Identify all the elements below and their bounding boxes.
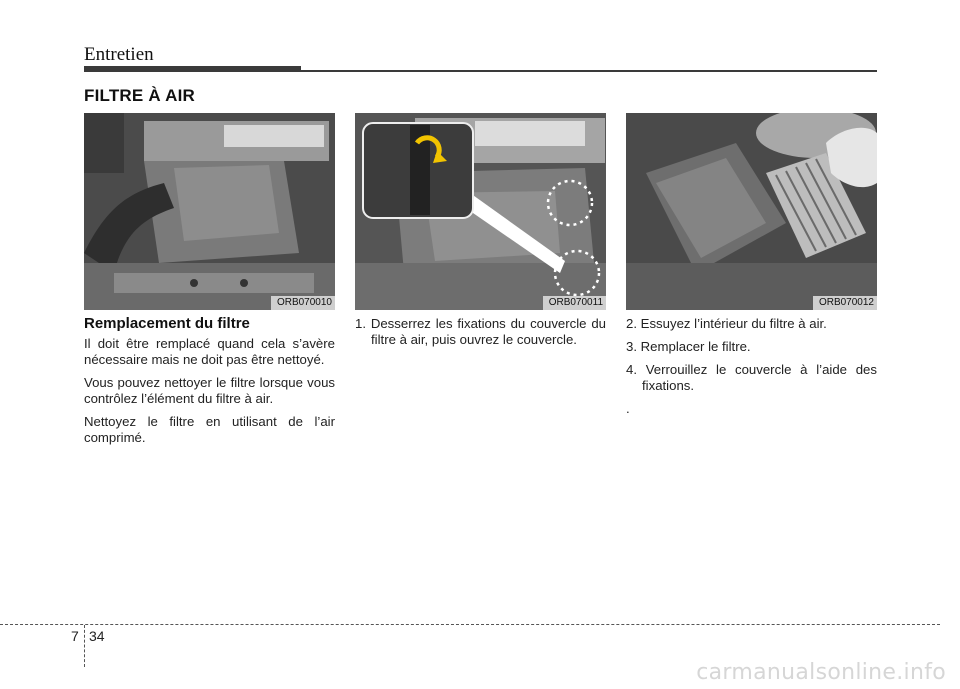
figure-loosen-clips (355, 113, 606, 310)
figure-remove-filter (626, 113, 877, 310)
step-item: 1. Desserrez les fixations du couvercle du filtre à air, puis ouvrez le couvercle. (355, 316, 606, 347)
engine-bay-photo-2 (355, 113, 606, 310)
figure-code: ORB070011 (543, 296, 606, 310)
header-bar (84, 66, 301, 72)
column-3 (626, 316, 877, 424)
footer-divider (84, 625, 85, 667)
step-item: 3. Remplacer le filtre. (626, 339, 751, 354)
paragraph: Nettoyez le filtre en utilisant de l’air comprimé. (84, 414, 335, 445)
column-2 (355, 316, 606, 355)
subheading-filter-replacement: Remplacement du filtre (84, 315, 250, 332)
header-section-title: Entretien (84, 44, 154, 65)
footer-rule (0, 624, 940, 625)
figure-code: ORB070010 (271, 296, 335, 310)
header-rule (301, 70, 877, 72)
engine-bay-photo-3 (626, 113, 877, 310)
step-item: 2. Essuyez l’intérieur du filtre à air. (626, 316, 827, 331)
paragraph: Il doit être remplacé quand cela s’avère nécessaire mais ne doit pas être nettoyé. (84, 336, 335, 367)
page-title: FILTRE À AIR (84, 86, 195, 105)
figure-code: ORB070012 (813, 296, 877, 310)
step-item: 4. Verrouillez le couvercle à l’aide des fixations. (626, 362, 877, 393)
paragraph: Vous pouvez nettoyer le filtre lorsque vous contrôlez l’élément du filtre à air. (84, 375, 335, 406)
figure-air-filter-housing (84, 113, 335, 310)
engine-bay-photo-1 (84, 113, 335, 310)
watermark: carmanualsonline.info (696, 660, 946, 685)
page-number: 34 (89, 628, 105, 644)
chapter-number: 7 (71, 628, 79, 644)
column-1 (84, 316, 335, 453)
trailing-mark: . (626, 401, 630, 416)
